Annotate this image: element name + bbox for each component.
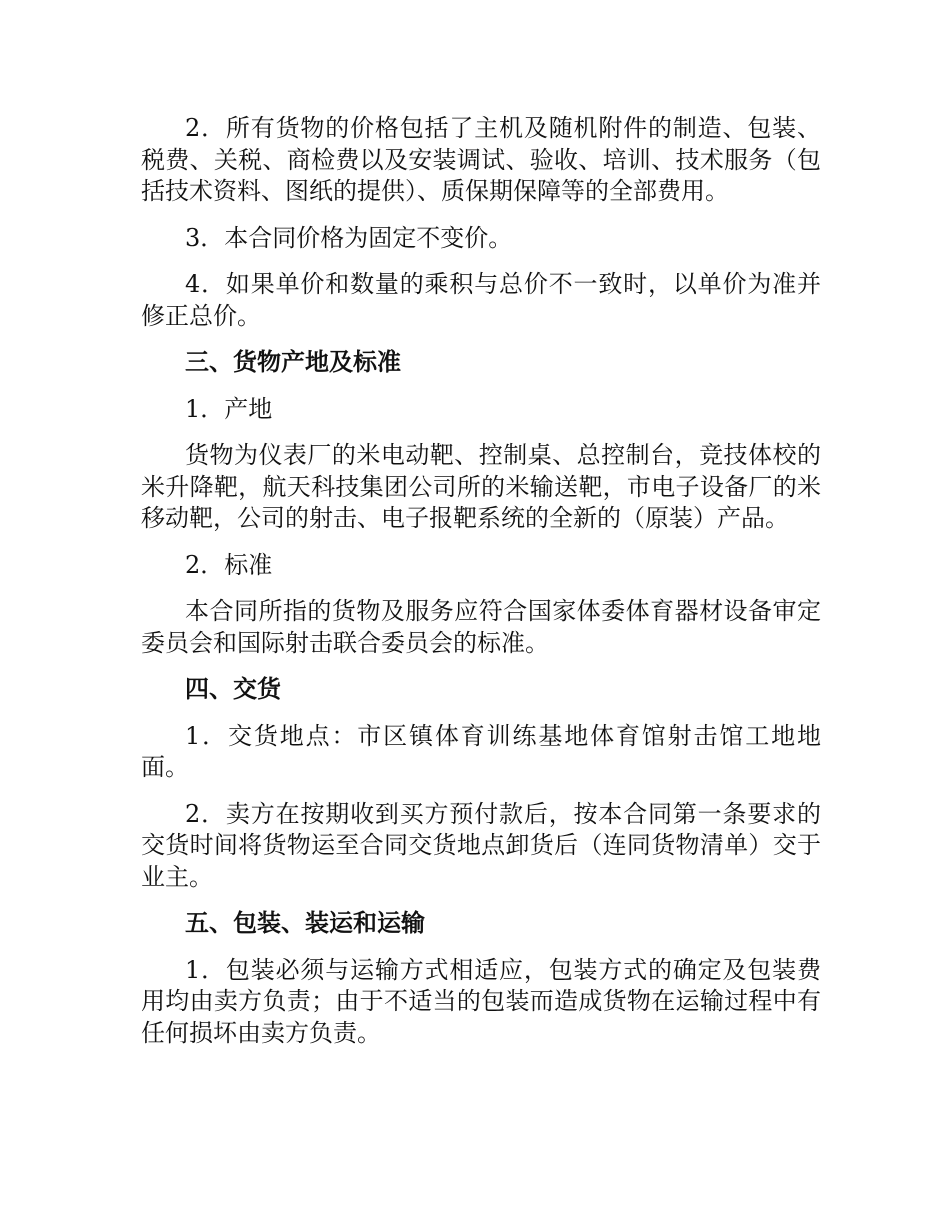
paragraph-delivery-location: 1．交货地点：市区镇体育训练基地体育馆射击馆工地地面。 bbox=[141, 721, 821, 781]
subheading-standard: 2．标准 bbox=[185, 550, 273, 579]
paragraph-delivery-time: 2．卖方在按期收到买方预付款后，按本合同第一条要求的交货时间将货物运至合同交货地点卸货后（连同货物清单）交于业主。 bbox=[141, 799, 821, 891]
document-page bbox=[141, 113, 821, 1064]
subheading-origin: 1．产地 bbox=[185, 394, 273, 423]
paragraph-standard-details: 本合同所指的货物及服务应符合国家体委体育器材设备审定委员会和国际射击联合委员会的标准。 bbox=[141, 597, 821, 657]
paragraph-price-inclusion: 2．所有货物的价格包括了主机及随机附件的制造、包装、税费、关税、商检费以及安装调试、验收、培训、技术服务（包括技术资料、图纸的提供）、质保期保障等的全部费用。 bbox=[141, 114, 821, 205]
section-heading-delivery: 四、交货 bbox=[185, 675, 281, 703]
paragraph-fixed-price: 3．本合同价格为固定不变价。 bbox=[185, 223, 513, 252]
paragraph-origin-details: 货物为仪表厂的米电动靶、控制桌、总控制台，竞技体校的米升降靶，航天科技集团公司所的米输送靶，市电子设备厂的米移动靶，公司的射击、电子报靶系统的全新的（原装）产品。 bbox=[141, 441, 821, 532]
paragraph-packaging-rule: 1．包装必须与运输方式相适应，包装方式的确定及包装费用均由卖方负责；由于不适当的包装而造成货物在运输过程中有任何损坏由卖方负责。 bbox=[141, 955, 821, 1047]
paragraph-unit-price-rule: 4．如果单价和数量的乘积与总价不一致时，以单价为准并修正总价。 bbox=[141, 270, 821, 330]
section-heading-origin-standard: 三、货物产地及标准 bbox=[185, 348, 401, 376]
section-heading-packaging: 五、包装、装运和运输 bbox=[185, 909, 425, 937]
